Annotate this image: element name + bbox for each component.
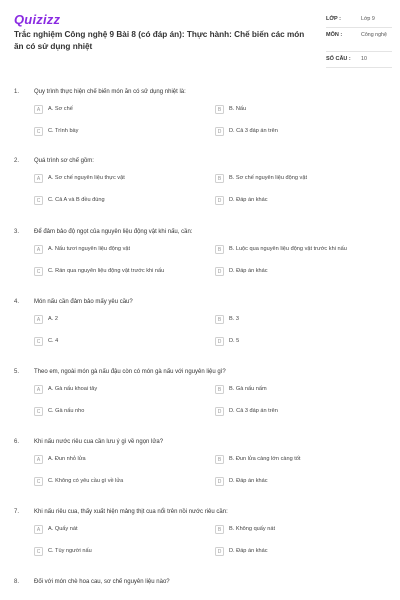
question-text: Món nấu cần đảm bảo mấy yêu cầu?: [34, 299, 133, 305]
meta-value: Lớp 9: [361, 16, 375, 22]
question-number: 3.: [14, 229, 20, 235]
option-letter-box: A: [34, 385, 43, 394]
option-letter-box: D: [215, 267, 224, 276]
question-number: 4.: [14, 299, 20, 305]
meta-label: MÔN :: [326, 32, 343, 38]
option-letter-box: D: [215, 547, 224, 556]
option-letter-box: C: [34, 127, 43, 136]
option-text: B. Gà nấu nấm: [229, 386, 267, 392]
option-text: D. 5: [229, 338, 240, 344]
option-text: C. Cả A và B đều đúng: [48, 197, 105, 203]
option-letter-box: B: [215, 385, 224, 394]
worksheet-meta: [326, 12, 392, 68]
meta-row-count: [326, 52, 392, 68]
option-text: B. Không quấy nát: [229, 526, 276, 532]
option-text: B. Nấu: [229, 106, 247, 112]
option-text: A. Sơ chế nguyên liệu thực vật: [48, 175, 125, 181]
option-text: C. 4: [48, 338, 59, 344]
option-letter-box: A: [34, 455, 43, 464]
option-letter-box: D: [215, 477, 224, 486]
option-letter-box: C: [34, 196, 43, 205]
option-letter-box: C: [34, 407, 43, 416]
option-letter-box: A: [34, 245, 43, 254]
option-text: B. Sơ chế nguyên liệu động vật: [229, 175, 307, 181]
question-text: Khi nấu riêu cua, thấy xuất hiện mảng thịt cua nổi trên nồi nước riêu cần:: [34, 509, 228, 515]
option-text: A. Nấu tươi nguyên liệu động vật: [48, 246, 131, 252]
question-number: 5.: [14, 369, 20, 375]
question-number: 2.: [14, 158, 20, 164]
question-text: Quy trình thực hiện chế biến món ăn có sử dụng nhiệt là:: [34, 89, 186, 95]
option-text: B. 3: [229, 316, 239, 322]
option-letter-box: B: [215, 525, 224, 534]
question-text: Quá trình sơ chế gồm:: [34, 158, 94, 164]
question-text: Đối với món chè hoa cau, sơ chế nguyên liệu nào?: [34, 579, 170, 585]
meta-label: LỚP :: [326, 16, 341, 22]
option-text: D. Đáp án khác: [229, 197, 268, 203]
option-text: D. Đáp án khác: [229, 478, 268, 484]
question-number: 1.: [14, 89, 20, 95]
option-text: D. Cả 3 đáp án trên: [229, 128, 278, 134]
question-text: Theo em, ngoài món gà nấu đậu còn có món gà nấu với nguyên liệu gì?: [34, 369, 226, 375]
option-text: A. 2: [48, 316, 58, 322]
question-number: 6.: [14, 439, 20, 445]
option-text: A. Gà nấu khoai tây: [48, 386, 98, 392]
worksheet-title: Trắc nghiệm Công nghệ 9 Bài 8 (có đáp án): Thực hành: Chế biến các món ăn có sử dụng nhiệt: [14, 30, 305, 51]
meta-value: Công nghệ: [361, 32, 387, 38]
option-letter-box: C: [34, 547, 43, 556]
option-letter-box: A: [34, 525, 43, 534]
option-letter-box: B: [215, 455, 224, 464]
quizizz-logo: Quizizz: [14, 12, 61, 27]
option-text: A. Quấy nát: [48, 526, 78, 532]
option-text: C. Trình bày: [48, 128, 79, 134]
option-text: D. Cả 3 đáp án trên: [229, 408, 278, 414]
option-letter-box: D: [215, 127, 224, 136]
option-text: C. Không có yêu cầu gì về lửa: [48, 478, 124, 484]
option-text: A. Sơ chế: [48, 106, 73, 112]
question-text: Để đảm bảo độ ngọt của nguyên liệu động vật khi nấu, cần:: [34, 229, 193, 235]
option-letter-box: B: [215, 105, 224, 114]
meta-label: SỐ CÂU :: [326, 56, 351, 62]
option-letter-box: A: [34, 105, 43, 114]
option-letter-box: C: [34, 477, 43, 486]
meta-row-subject: [326, 28, 392, 52]
option-letter-box: C: [34, 337, 43, 346]
option-letter-box: B: [215, 174, 224, 183]
option-letter-box: D: [215, 337, 224, 346]
option-letter-box: A: [34, 315, 43, 324]
option-letter-box: D: [215, 196, 224, 205]
option-text: C. Rán qua nguyên liệu động vật trước khi nấu: [48, 268, 165, 274]
option-letter-box: A: [34, 174, 43, 183]
option-text: D. Đáp án khác: [229, 548, 268, 554]
meta-value: 10: [361, 56, 367, 62]
option-letter-box: D: [215, 407, 224, 416]
question-number: 8.: [14, 579, 20, 585]
option-text: C. Gà nấu nho: [48, 408, 85, 414]
option-text: C. Tùy người nấu: [48, 548, 92, 554]
question-number: 7.: [14, 509, 20, 515]
option-letter-box: B: [215, 245, 224, 254]
option-letter-box: B: [215, 315, 224, 324]
option-letter-box: C: [34, 267, 43, 276]
option-text: B. Đun lửa càng lớn càng tốt: [229, 456, 301, 462]
question-text: Khi nấu nước riêu cua cần lưu ý gì về ngọn lửa?: [34, 439, 164, 445]
option-text: B. Luộc qua nguyên liệu động vật trước khi nấu: [229, 246, 347, 252]
option-text: D. Đáp án khác: [229, 268, 268, 274]
option-text: A. Đun nhỏ lửa: [48, 456, 86, 462]
meta-row-class: [326, 12, 392, 28]
